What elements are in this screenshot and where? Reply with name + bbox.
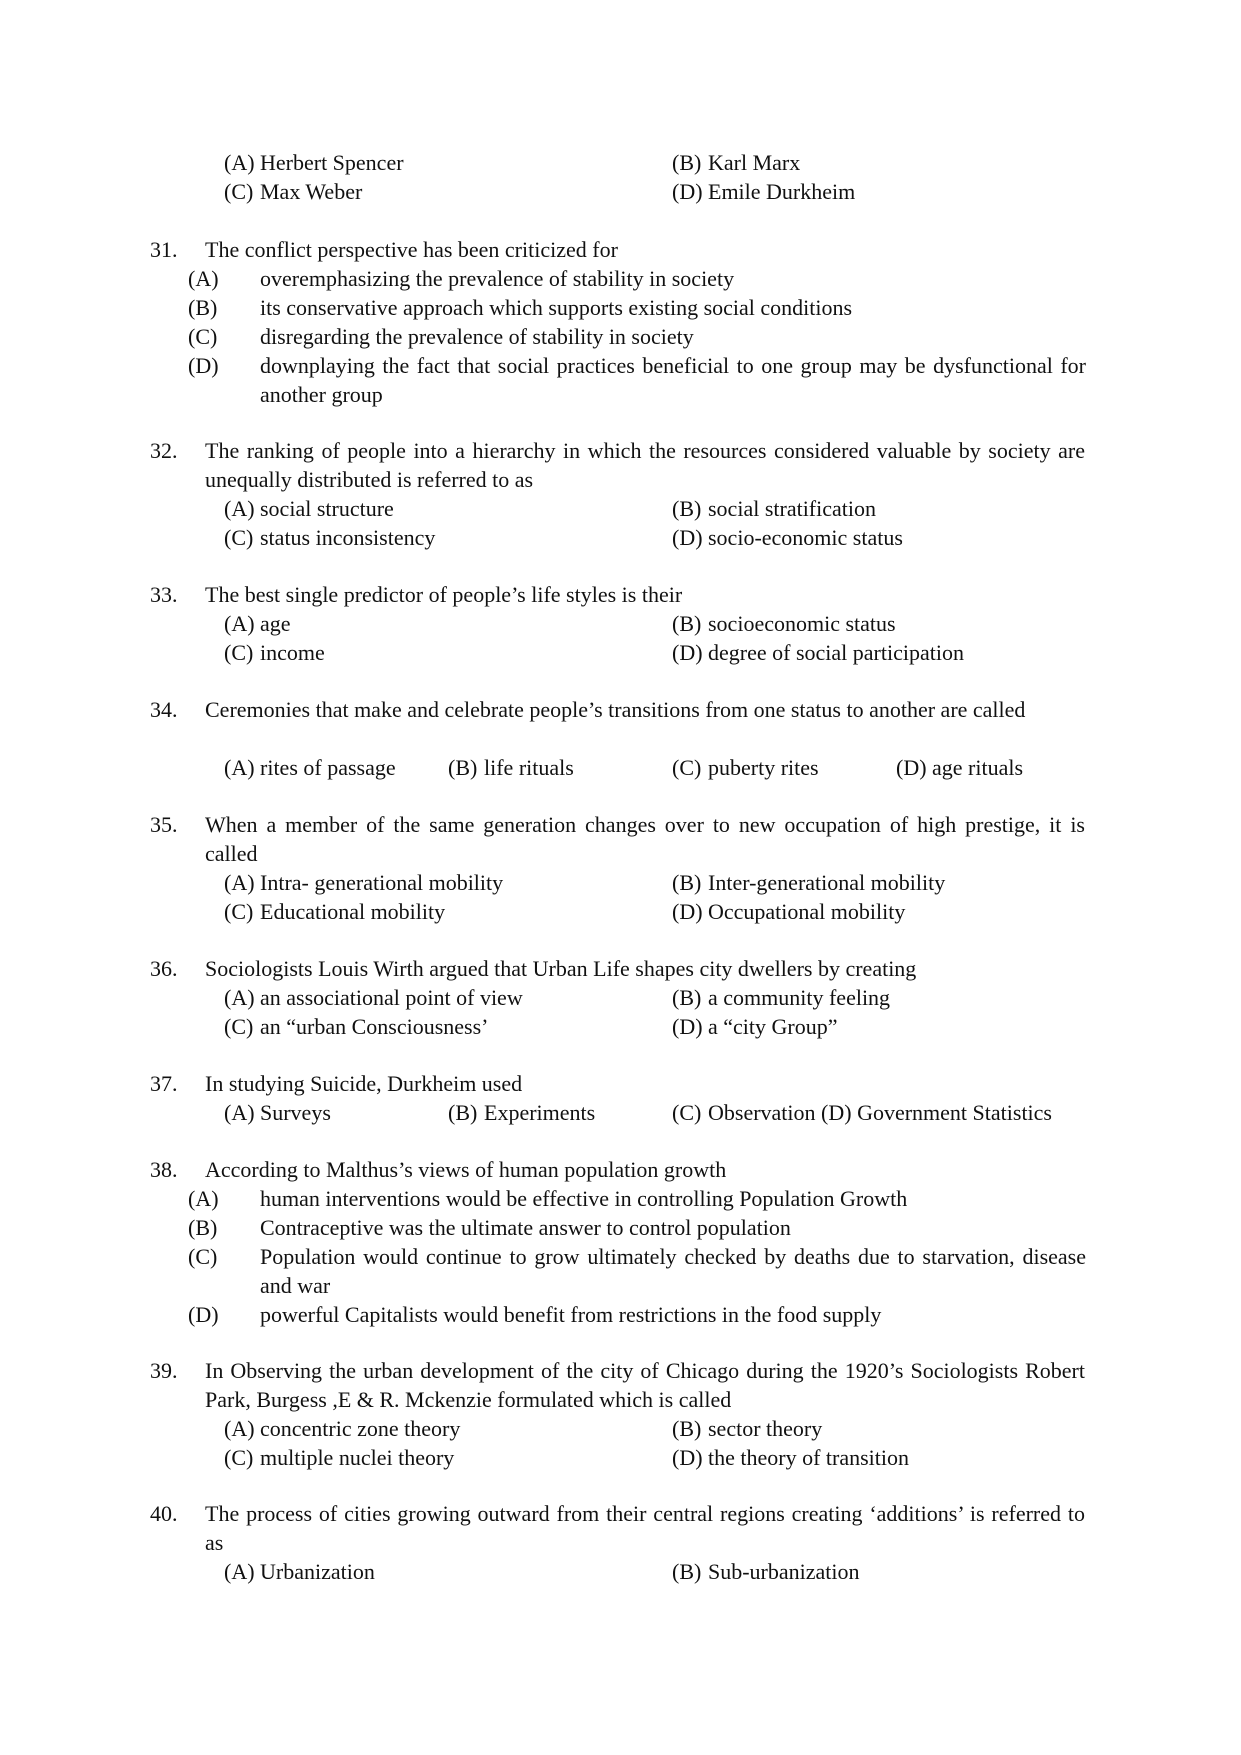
question-text: In studying Suicide, Durkheim used — [205, 1071, 523, 1096]
question-number: 37. — [150, 1071, 178, 1096]
option-c: (C) income — [224, 640, 325, 665]
question-33 — [0, 580, 1241, 667]
question-text: Sociologists Louis Wirth argued that Urban Life shapes city dwellers by creating — [205, 956, 917, 981]
option-c: (C) multiple nuclei theory — [224, 1445, 455, 1470]
option-a: (A) rites of passage — [224, 755, 396, 780]
question-38 — [0, 1155, 1241, 1329]
option-c: (C) Population would continue to grow ultimately checked by deaths due to starvation, disease and war — [188, 1244, 1086, 1298]
question-37 — [0, 1069, 1241, 1127]
option-d: (D) socio-economic status — [672, 525, 903, 550]
question-text: The best single predictor of people’s life styles is their — [205, 582, 683, 607]
option-c: (C) status inconsistency — [224, 525, 436, 550]
question-number: 32. — [150, 438, 178, 463]
question-30-options — [0, 148, 1241, 206]
option-b: (B) its conservative approach which supports existing social conditions — [188, 295, 853, 320]
option-a: (A) overemphasizing the prevalence of stability in society — [188, 266, 735, 291]
option-a: (A) concentric zone theory — [224, 1416, 461, 1441]
option-b: (B) Sub-urbanization — [672, 1559, 860, 1584]
question-31 — [0, 235, 1241, 409]
question-34 — [0, 695, 1241, 782]
option-c: (C) disregarding the prevalence of stability in society — [188, 324, 694, 349]
option-a: (A) an associational point of view — [224, 985, 523, 1010]
option-a: (A) Surveys — [224, 1100, 331, 1125]
option-b: (B) sector theory — [672, 1416, 823, 1441]
question-32 — [0, 436, 1241, 552]
option-c-d: (C) Observation (D) Government Statistics — [672, 1100, 1052, 1125]
option-a: (A) Urbanization — [224, 1559, 375, 1584]
question-text: When a member of the same generation changes over to new occupation of high prestige, it is called — [205, 812, 1085, 866]
option-b: (B) social stratification — [672, 496, 876, 521]
option-d: (D) age rituals — [896, 755, 1024, 780]
question-text: The process of cities growing outward from their central regions creating ‘additions’ is referred to as — [205, 1501, 1085, 1555]
question-text: According to Malthus’s views of human population growth — [205, 1157, 727, 1182]
option-d: (D) Emile Durkheim — [672, 179, 856, 204]
option-a: (A) Intra- generational mobility — [224, 870, 504, 895]
question-number: 40. — [150, 1501, 178, 1526]
option-b: (B) Experiments — [448, 1100, 596, 1125]
question-39 — [0, 1356, 1241, 1472]
option-a: (A) human interventions would be effective in controlling Population Growth — [188, 1186, 908, 1211]
question-number: 39. — [150, 1358, 178, 1383]
option-c: (C) Max Weber — [224, 179, 363, 204]
option-b: (B) a community feeling — [672, 985, 891, 1010]
option-b: (B) life rituals — [448, 755, 574, 780]
question-number: 38. — [150, 1157, 178, 1182]
question-text: The ranking of people into a hierarchy in which the resources considered valuable by society are unequally distributed is referred to as — [205, 438, 1085, 492]
question-35 — [0, 810, 1241, 926]
question-number: 36. — [150, 956, 178, 981]
option-b: (B) socioeconomic status — [672, 611, 896, 636]
question-number: 34. — [150, 697, 178, 722]
question-number: 31. — [150, 237, 178, 262]
option-d: (D) degree of social participation — [672, 640, 964, 665]
question-number: 35. — [150, 812, 178, 837]
option-d: (D) powerful Capitalists would benefit from restrictions in the food supply — [188, 1302, 882, 1327]
option-c: (C) Educational mobility — [224, 899, 446, 924]
option-a: (A) social structure — [224, 496, 394, 521]
option-d: (D) a “city Group” — [672, 1014, 838, 1039]
option-b: (B) Contraceptive was the ultimate answer to control population — [188, 1215, 791, 1240]
question-text: Ceremonies that make and celebrate people’s transitions from one status to another are called — [205, 697, 1026, 722]
option-c: (C) puberty rites — [672, 755, 819, 780]
option-c: (C) an “urban Consciousness’ — [224, 1014, 489, 1039]
option-b: (B) Inter-generational mobility — [672, 870, 946, 895]
question-36 — [0, 954, 1241, 1041]
option-d: (D) downplaying the fact that social practices beneficial to one group may be dysfunctional for another group — [188, 353, 1086, 407]
option-a: (A) age — [224, 611, 291, 636]
question-number: 33. — [150, 582, 178, 607]
option-b: (B) Karl Marx — [672, 150, 801, 175]
question-40 — [0, 1499, 1241, 1586]
question-text: The conflict perspective has been criticized for — [205, 237, 618, 262]
option-d: (D) Occupational mobility — [672, 899, 906, 924]
question-text: In Observing the urban development of the city of Chicago during the 1920’s Sociologists Robert Park, Burgess ,E & R. Mckenzie formulated which is called — [205, 1358, 1085, 1412]
option-d: (D) the theory of transition — [672, 1445, 910, 1470]
option-a: (A) Herbert Spencer — [224, 150, 404, 175]
